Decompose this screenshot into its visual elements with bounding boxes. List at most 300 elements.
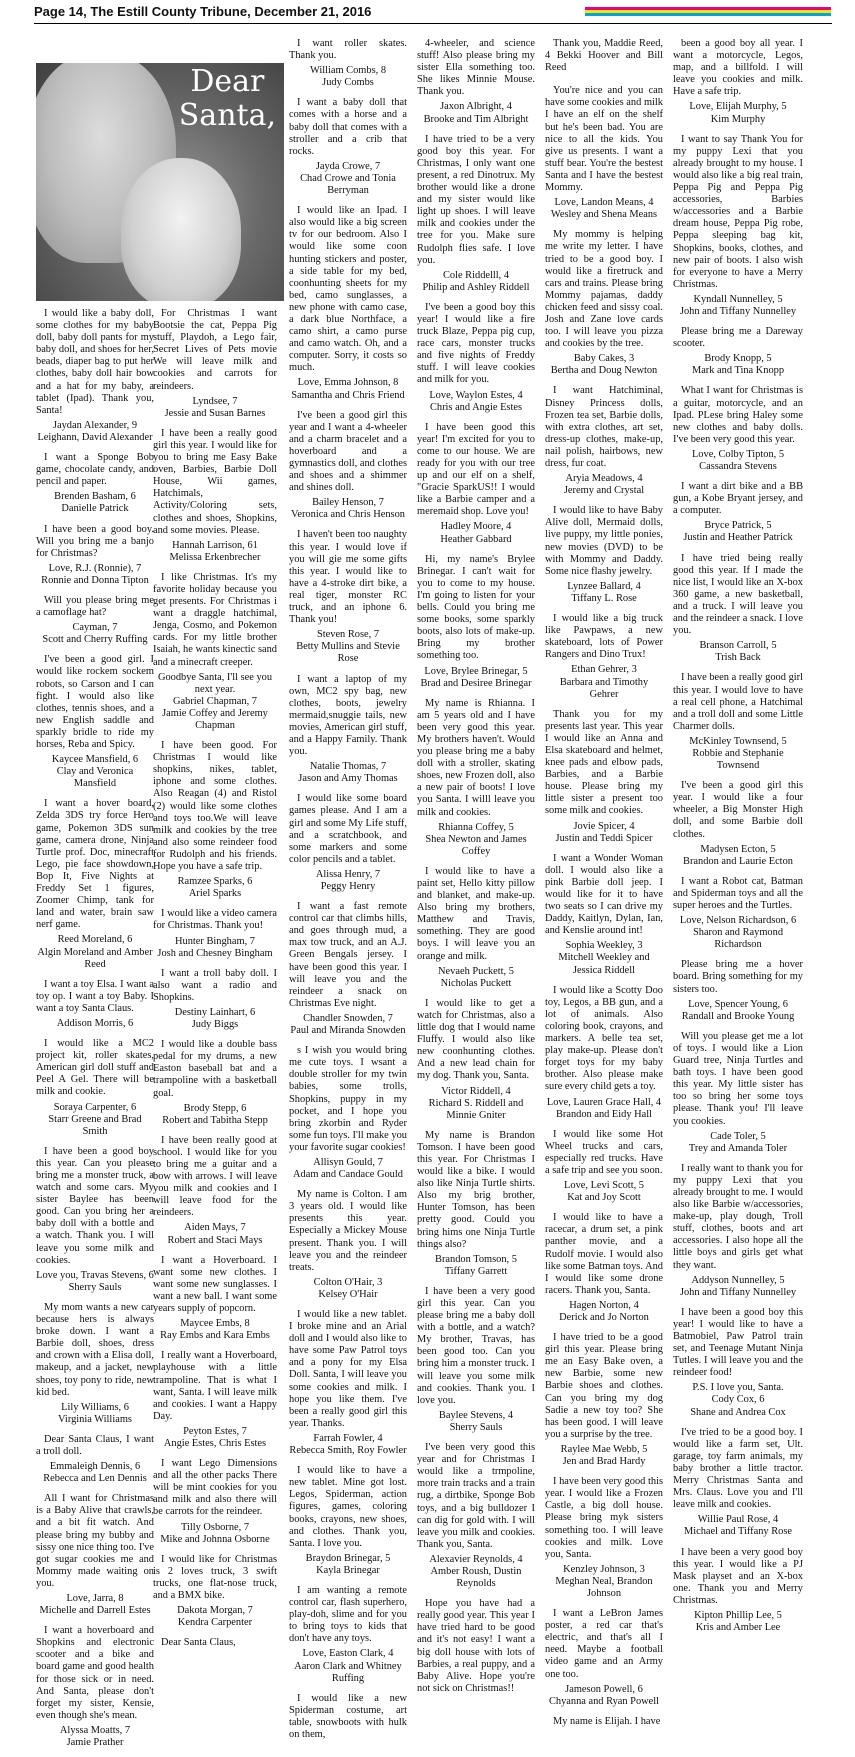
- letter-spacer: [417, 126, 535, 134]
- letter-signature: Brad and Desiree Brinegar: [420, 677, 532, 689]
- letter-spacer: [673, 126, 803, 134]
- letter-signature: Victor Riddell, 4: [441, 1085, 511, 1097]
- letter-body: I've tried to be a good boy. I would like a farm set, Ult. garage, toy farm animals, my baby brother a little tractor. Merry Christmas Santa and Mrs. Claus. Love you and I'll leave milk and cookies.: [673, 1426, 803, 1511]
- letter-signature: Ray Embs and Kara Embs: [160, 1330, 270, 1342]
- photo-title: [179, 65, 276, 133]
- letter-signature: Branson Carroll, 5: [699, 640, 777, 652]
- letter-signature: Kyndall Nunnelley, 5: [693, 293, 783, 305]
- letter-body: I am wanting a remote control car, flash superhero, play-doh, slime and for you to bring toys to kids that don't have any toys.: [289, 1584, 407, 1645]
- letter-body: I want a baby doll that comes with a horse and a baby doll that comes with a stroller and a crib that rocks.: [289, 97, 407, 157]
- letter-signature: Willie Paul Rose, 4: [697, 1514, 779, 1526]
- letter-spacer: [289, 666, 407, 674]
- letter-spacer: [545, 845, 663, 853]
- letter-spacer: [417, 546, 535, 554]
- letters-column-4: [417, 38, 535, 1706]
- letter-signature: Jaxon Albright, 4: [440, 101, 512, 113]
- letter-body: I would like a Scotty Doo toy, Legos, a BB gun, and a lot of animals. Also coloring book, crayons, and markers. A belle tea set, play make-up. Please don't forget toys for my baby brother. Also please make sure every child gets a toy.: [545, 984, 663, 1093]
- letter-signature: Justin and Teddi Spicer: [555, 832, 653, 844]
- letter-body: I want a Hoverboard. I want some new clothes. I want some new sunglasses. I want a new ball. I want some years supply of popcorn.: [153, 1254, 277, 1315]
- letter-signature: Ramzee Sparks, 6: [177, 876, 253, 888]
- letter-spacer: [545, 605, 663, 613]
- letter-spacer: [545, 977, 663, 985]
- letter-signature: Angie Estes, Chris Estes: [163, 1437, 267, 1449]
- letter-body: I would like a baby doll, some clothes for my baby doll, baby doll pants for my baby doll, and shoes for her, beads, diaper bag to put her clothes, baby doll hair bow and a hat for my baby, a tablet (Ipad). Thank you, Santa!: [36, 308, 154, 416]
- letter-signature: William Combs, 8: [309, 65, 387, 77]
- letter-signature: Bertha and Doug Newton: [550, 365, 658, 377]
- letter-signature: Brenden Basham, 6: [54, 491, 136, 503]
- letter-signature: Alyssa Moatts, 7: [59, 1724, 131, 1736]
- letter-signature: Shane and Andrea Cox: [690, 1406, 786, 1418]
- letter-signature: Baylee Stevens, 4: [438, 1409, 514, 1421]
- letter-body: I want a toy Elsa. I want a toy op. I want a toy Baby. I want a toy Santa Claus.: [36, 978, 154, 1014]
- letter-body: What I want for Christmas is a guitar, motorcycle, and an Ipad. PLese bring Haley some new clothes and baby dolls. I've been very good this year.: [673, 385, 803, 445]
- letter-spacer: [545, 1324, 663, 1332]
- letter-spacer: [673, 951, 803, 959]
- letter-body: Will you please get me a lot of toys. I would like a Lion Guard tree, Ninja Turtles and bath toys. I have been good this year. My little sister has too so bring her some toys please. Thank you! I'll leave you cookies.: [673, 1030, 803, 1127]
- letter-signature: Natalie Thomas, 7: [309, 761, 387, 773]
- letter-signature: Bailey Henson, 7: [312, 497, 384, 509]
- letter-body: My name is Colton. I am 3 years old. I would like presents this year. Especially a Mickey Mouse present. Thank you. I will leave you and the reindeer treats.: [289, 1189, 407, 1273]
- letter-body: I want a troll baby doll. I also want a radio and Shopkins.: [153, 967, 277, 1003]
- letter-spacer: [289, 785, 407, 793]
- letter-body: I have been a really good girl this year. I would like for you to bring me Easy Bake oven, Barbies, Barbie Doll House, Wii games, Hatchimals, Activity/Coloring sets, clothes and shoes, Shopkins, and some movies. Please.: [153, 427, 277, 536]
- letter-signature: Love, Colby Tipton, 5: [691, 448, 785, 460]
- letter-spacer: [36, 646, 154, 654]
- letter-signature: Sharon and Raymond Richardson: [692, 927, 784, 951]
- letter-signature: Love, Elijah Murphy, 5: [689, 101, 787, 113]
- letter-signature: Hadley Moore, 4: [440, 521, 512, 533]
- letter-signature: Maycee Embs, 8: [180, 1318, 250, 1330]
- letter-signature: Amber Roush, Dustin Reynolds: [430, 1565, 522, 1590]
- letter-signature: John and Tiffany Nunnelley: [679, 305, 797, 317]
- letter-body: I would like to get a watch for Christmas, also a little dog that I would name Fluffy. I would also like new coonhunting clothes. And a new lead chain for my dog. Thank you, Santa.: [417, 997, 535, 1082]
- letter-spacer: [545, 377, 663, 385]
- letter-body: I want a Sponge Bob game, chocolate candy, and pencil and paper.: [36, 452, 154, 488]
- color-bar-cyan: [585, 13, 831, 16]
- letter-body: I want a dirt bike and a BB gun, a Kobe Bryant jersey, and a computer.: [673, 481, 803, 517]
- letter-signature: Cayman, 7: [72, 622, 118, 634]
- letter-spacer: [153, 1127, 277, 1135]
- letter-body: I have tried being really good this year. If I made the nice list, I would like an X-box 360 game, a new basketball, and a truck. I will leave you and the reindeer a snack. I love you.: [673, 552, 803, 637]
- letter-signature: Rebecca Smith, Roy Fowler: [289, 1445, 407, 1457]
- letter-body: I have tried to be a good girl this year. Please bring me an Easy Bake oven, a new Barbie, some new Barbie shoes and clothes. Can you bring my dog Sadie a new toy too? She has been good. I will leave you a surprise by the tree.: [545, 1332, 663, 1440]
- letter-signature: Jason and Amy Thomas: [298, 773, 398, 785]
- letter-spacer: [153, 1546, 277, 1554]
- letter-signature: Brody Knopp, 5: [704, 353, 772, 365]
- letter-signature: Jamie Prather: [66, 1737, 124, 1749]
- letter-signature: Danielle Patrick: [61, 503, 129, 515]
- letter-signature: Love, Brylee Brinegar, 5: [424, 665, 528, 677]
- letter-spacer: [417, 1698, 535, 1706]
- letter-signature: Jeremy and Crystal: [563, 485, 645, 497]
- letter-spacer: [36, 971, 154, 979]
- letter-signature: Aaron Clark and Whitney Ruffing: [294, 1660, 402, 1684]
- letter-signature: Goodbye Santa, I'll see you next year.: [157, 671, 273, 695]
- letter-signature: Aryia Meadows, 4: [565, 473, 643, 485]
- letter-signature: Lily Williams, 6: [61, 1401, 129, 1413]
- letter-spacer: [545, 1600, 663, 1608]
- letter-body: Dear Santa Claus, I want a troll doll.: [36, 1433, 154, 1457]
- letter-signature: Dakota Morgan, 7: [177, 1605, 253, 1617]
- letter-spacer: [417, 1590, 535, 1598]
- letter-signature: Hunter Bingham, 7: [175, 935, 255, 947]
- letter-body: I want a Robot cat, Batman and Spiderman toys and all the super heroes and the Turtles.: [673, 875, 803, 911]
- child-figure: [121, 158, 241, 301]
- letters-column-3: [289, 38, 407, 1752]
- letter-signature: Tiffany Garrett: [444, 1265, 508, 1277]
- letter-signature: Kaycee Mansfield, 6: [51, 754, 139, 766]
- letter-signature: Sherry Sauls: [68, 1281, 122, 1293]
- letter-signature: Love, Levi Scott, 5: [564, 1180, 644, 1192]
- letter-spacer: [545, 77, 663, 85]
- letter-body: I have been good. For Christmas I would like shopkins, nikes, tablet, iphone and some clothes. Also Reagan (4) and Ristol (2) would like some clothes and toys too.We will leave milk and cookies by the tree and also some reindeer food for Rudolph and his friends. Hope you have a safe trip.: [153, 740, 277, 873]
- letter-body: Thank you for my presents last year. This year I would like an Anna and Elsa skateboard and helmet, knee pads and elbow pads, Barbies, and a Barbie house. Please bring my little sister a present too some milk and cookies.: [545, 708, 663, 817]
- letter-signature: Reed Moreland, 6: [57, 934, 133, 946]
- letter-signature: Kayla Brinegar: [316, 1564, 380, 1576]
- header-rule: [34, 23, 832, 24]
- letter-signature: Jen and Brad Hardy: [562, 1456, 646, 1468]
- letter-signature: Brody Stepp, 6: [183, 1102, 247, 1114]
- letter-signature: Kris and Amber Lee: [695, 1622, 781, 1634]
- letter-spacer: [289, 1037, 407, 1045]
- letter-signature: Peggy Henry: [320, 881, 376, 892]
- letter-signature: Robert and Staci Mays: [167, 1234, 263, 1246]
- letter-signature: Leighann, David Alexander: [37, 431, 153, 443]
- letter-signature: Jovie Spicer, 4: [573, 820, 635, 832]
- letter-signature: McKinley Townsend, 5: [689, 735, 787, 747]
- photo-title-line1: Dear: [190, 64, 265, 99]
- letter-signature: Addyson Nunnelley, 5: [691, 1274, 785, 1286]
- letter-signature: Jamie Coffey and Jeremy Chapman: [162, 707, 268, 731]
- letter-signature: Lyndsee, 7: [192, 395, 238, 407]
- letter-body: I have been very good this year. I would like a Frozen Castle, a big doll house. Please bring myk sisters something too. I will leave cookies and milk. Love you, Santa.: [545, 1476, 663, 1560]
- letter-body: I would like a big truck like Pawpaws, a new skateboard, lots of Power Rangers and Dino Trux!: [545, 613, 663, 661]
- letter-spacer: [417, 858, 535, 866]
- letter-signature: Robbie and Stephanie Townsend: [692, 747, 784, 772]
- letter-signature: Derick and Jo Norton: [559, 1312, 649, 1323]
- letter-body: I want Lego Dimensions and all the other packs There will be mint cookies for you and milk and also there will be carrots for the reindeer.: [153, 1458, 277, 1518]
- letter-signature: Love, Jarra, 8: [66, 1593, 124, 1604]
- letter-signature: Barbara and Timothy Gehrer: [559, 676, 649, 700]
- letter-signature: Allisyn Gould, 7: [313, 1156, 383, 1168]
- letters-column-5: [545, 38, 663, 1739]
- letter-body: I want a Wonder Woman doll. I would also like a pink Barbie doll jeep. I would like for it to have two seats so I can drive my Daddy, Kaitlyn, Dylan, Ian, and Kenslie around int!: [545, 852, 663, 937]
- letter-body: Will you please bring me a camoflage hat?: [36, 594, 154, 619]
- letter-body: I want a hover board, Zelda 3DS try force Hero game, Pokemon 3DS sun game, camera drone, Ninja Turtle prof. Doc, minecraft Lego, pie face showdown, Bop It, Five Nights at Freddy Set 1 figures, Zoomer Chimp, tank for land and water, brain saw nerf game.: [36, 798, 154, 931]
- letter-signature: Emmaleigh Dennis, 6: [49, 1461, 141, 1473]
- letters-column-2: [153, 308, 277, 1660]
- letter-body: You're nice and you can have some cookies and milk I have an elf on the shelf but he's been bad. You are nice to all the kids. You give us presents. I want a stuff bear. You're the bestest Santa and I have the bestest Mommy.: [545, 85, 663, 194]
- letter-signature: Jayda Crowe, 7: [315, 160, 381, 172]
- letter-signature: Philip and Ashley Riddell: [422, 281, 530, 293]
- letter-signature: Rhianna Coffey, 5: [438, 821, 514, 833]
- letter-body: I would like a video camera for Christmas. Thank you!: [153, 908, 277, 932]
- letter-signature: Sherry Sauls: [449, 1421, 503, 1433]
- letter-signature: Lynzee Ballard, 4: [567, 580, 641, 592]
- letter-signature: Kat and Joy Scott: [567, 1192, 641, 1204]
- letter-signature: Adam and Candace Gould: [293, 1169, 403, 1181]
- letter-signature: Algin Moreland and Amber Reed: [37, 946, 153, 970]
- letter-signature: Hagen Norton, 4: [569, 1299, 639, 1311]
- letter-body: I really want to thank you for my puppy Lexi that you already brought to me. I would also like Barbie w/accessories, make-up, play dough, Troll stuff, clothes, boots and art accessories. I also hope all the little boys and girls get what they want.: [673, 1162, 803, 1271]
- letter-spacer: [36, 587, 154, 595]
- letter-spacer: [545, 701, 663, 709]
- letter-signature: Alexavier Reynolds, 4: [429, 1553, 523, 1565]
- letter-spacer: [417, 414, 535, 422]
- letter-spacer: [36, 1138, 154, 1146]
- letter-signature: Trey and Amanda Toler: [688, 1142, 788, 1154]
- letter-signature: Virginia Williams: [58, 1413, 132, 1425]
- letter-body: Please bring me a Dareway scooter.: [673, 326, 803, 350]
- letter-body: been a good boy all year. I want a motorcycle, Legos, map, and a billfold. I will leave you cookies and milk. Have a safe trip.: [673, 38, 803, 98]
- letter-spacer: [673, 868, 803, 876]
- letter-signature: Love, Easton Clark, 4: [302, 1648, 394, 1660]
- letter-signature: Chyanna and Ryan Powell: [548, 1695, 660, 1707]
- letter-spacer: [673, 1634, 803, 1642]
- letter-body: I like Christmas. It's my favorite holiday because you get presents. For Christmas i want a draggle hatchimal, Jenga, Cosmo, and Pokemon cards. For my little brother Isaiah, he wants kinectic sand and a minecraft creeper.: [153, 571, 277, 668]
- letter-signature: Baby Cakes, 3: [573, 353, 635, 365]
- letter-signature: John and Tiffany Nunnelley: [679, 1286, 797, 1298]
- letter-body: I've been a good girl this year. I would like a four wheeler, a Big Monster High doll, and some Barbie doll clothes.: [673, 780, 803, 840]
- letter-signature: Love, Spencer Young, 6: [688, 998, 788, 1010]
- letter-signature: Mitchell Weekley and Jessica Riddell: [558, 952, 650, 976]
- letter-spacer: [36, 1749, 154, 1757]
- letter-signature: Judy Biggs: [191, 1019, 239, 1031]
- letter-spacer: [153, 1031, 277, 1039]
- letter-signature: Ronnie and Donna Tipton: [41, 574, 149, 586]
- letter-spacer: [673, 1023, 803, 1031]
- letter-body: I would like to have a new tablet. Mine got lost. Legos, Spiderman, action figures, games, coloring books, crayons, new shoes, and clothes. Thank you, Santa. I love you.: [289, 1465, 407, 1549]
- letter-spacer: [36, 1617, 154, 1625]
- letter-spacer: [153, 564, 277, 572]
- letter-signature: Cade Toler, 5: [710, 1130, 766, 1142]
- letter-spacer: [289, 89, 407, 97]
- letter-signature: Betty Mullins and Stevie Rose: [296, 641, 400, 665]
- letter-spacer: [289, 1685, 407, 1693]
- letter-signature: Aiden Mays, 7: [184, 1222, 246, 1234]
- letter-signature: Love, Lauren Grace Hall, 4: [546, 1096, 662, 1108]
- letter-signature: Raylee Mae Webb, 5: [560, 1443, 648, 1455]
- letter-spacer: [153, 732, 277, 740]
- letter-signature: Jameson Powell, 6: [565, 1683, 643, 1695]
- letter-signature: Scott and Cherry Ruffing: [42, 634, 148, 646]
- letter-body: I want a fast remote control car that climbs hills, and goes through mud, a max tow truck, and an A.J. Green Bengals jersey. I have been good this year. I will leave you and the reindeer a snack on Christmas Eve night.: [289, 901, 407, 1009]
- letter-body: I have been a good boy this year! I would like to have a Batmobiel, Paw Patrol train set, and Teenage Mutant Ninja Tutles. I will leave you and the reindeer food!: [673, 1306, 803, 1379]
- letter-spacer: [545, 1121, 663, 1129]
- letter-body: I would like to have a racecar, a drum set, a pink panther movie, and a Rudolf movie. I would also like some Batman toys. And I would like some drone racers. Thank you, Santa.: [545, 1212, 663, 1296]
- letter-signature: Love, Waylon Estes, 4: [429, 389, 523, 401]
- letter-spacer: [545, 221, 663, 229]
- letter-body: I would like a new tablet. I broke mine and an Arial doll and I would also like to have some Paw Patrol toys and a pony for my Elsa Doll. Santa, I will leave you some cookies and milk. I hope you like them. I've been a really good girl this year. Thanks.: [289, 1309, 407, 1429]
- letter-body: I have tried to be a very good boy this year. For Christmas, I only want one present, a red Dinotrux. My brother would like a drone and my sister would like light up shoes. I will leave milk and cookies under the tree for you. Make sure Rudolph flies safe. I love you.: [417, 133, 535, 266]
- letter-spacer: [673, 1539, 803, 1547]
- letter-body: My name is Rhianna. I am 5 years old and I have been very good this year. My brothers haven't. Would you please bring me a baby doll with a stroller, skating shoes, new Frozen doll, also a new pair of boots! I love you Santa. I willl leave you milk and cookies.: [417, 697, 535, 818]
- letter-body: I have been good this year! I'm excited for you to come to our house. We are ready for you with our tree up and our elf on a shelf, "Gracie SparkUS!! I would like a Barbie camper and a meremaid shop. Love you!: [417, 421, 535, 518]
- santa-photo: [36, 63, 284, 301]
- letter-spacer: [417, 294, 535, 302]
- letter-body: I've been a good girl this year and I want a 4-wheeler and a charm bracelet and a hoverboard and a gymnastics doll, and clothes and shoes and a shimmer and shines doll.: [289, 409, 407, 494]
- letter-signature: Alissa Henry, 7: [315, 868, 381, 880]
- letter-spacer: [289, 1301, 407, 1309]
- letter-signature: Chris and Angie Estes: [429, 401, 523, 413]
- letter-body: My mom wants a new car because hers is always broke down. I want a Barbie doll, shoes, dress and crown with a Elisa doll, makeup, and a jacket, new shoes, toy pony to ride, new kid bed.: [36, 1301, 154, 1398]
- letter-body: I really want a Hoverboard, playhouse with a little trampoline. That is what I want, Santa. I will leave milk and cookies. I want a Happy Day.: [153, 1350, 277, 1422]
- letter-signature: Paul and Miranda Snowden: [290, 1025, 406, 1037]
- letter-signature: Kendra Carpenter: [177, 1617, 253, 1629]
- letter-spacer: [673, 664, 803, 672]
- letter-spacer: [545, 1468, 663, 1476]
- letter-body: I would like to have Baby Alive doll, Mermaid dolls, live puppy, my little ponies, new movies (DVD) to be with Mommy and Daddy. Some nice flashy jewelry.: [545, 505, 663, 577]
- letter-spacer: [545, 1204, 663, 1212]
- letter-signature: Destiny Lainhart, 6: [174, 1006, 256, 1018]
- letter-body: I have been a very good boy this year. I would like a PJ Mask playset and an X-box one. Thank you and Merry Christmas.: [673, 1546, 803, 1606]
- letter-signature: Richard S. Riddell and Minnie Gniter: [428, 1097, 524, 1121]
- letter-spacer: [289, 1457, 407, 1465]
- letter-spacer: [417, 990, 535, 998]
- letter-body: All I want for Christmas is a Baby Alive that crawls, and a bit fit watch. And please bring my bubby and sissy one nice thing too. I've got sugar cookies me and Mommy made waiting on you.: [36, 1493, 154, 1589]
- letter-spacer: [36, 516, 154, 524]
- letter-signature: Kelsey O'Hair: [318, 1288, 378, 1300]
- letter-signature: Tilly Osborne, 7: [180, 1521, 250, 1533]
- letter-body: I've been very good this year and for Christmas I would like a trmpoline, more train tracks and a train rug, a dirtbike, Sponge Bob toys, and a big bulldozer I can dig for gold with. I will leave you milk and cookies. Thank you, Santa.: [417, 1442, 535, 1550]
- letter-signature: Shea Newton and James Coffey: [425, 833, 527, 857]
- letter-signature: Tiffany L. Rose: [571, 592, 637, 604]
- letter-signature: Brandon and Laurie Ecton: [683, 855, 793, 867]
- letter-body: My mommy is helping me write my letter. I have tried to be a good boy. I would like a firetruck and cars and trains. Please bring Mommy pajamas, daddy chicken feed and sissy coal. Josh and Zane love cards too. I will leave you pizza and cookies by the tree.: [545, 229, 663, 350]
- letter-signature: Jessie and Susan Barnes: [164, 407, 266, 419]
- letter-body: I haven't been too naughty this year. I would love if you will gie me some gifts this year. I would like to have a 4-stroke dirt bike, a real tiger, monster RC truck, and an iphone 6. Thank you!: [289, 529, 407, 626]
- photo-title-line2: Santa,: [178, 98, 276, 133]
- letter-spacer: [673, 1155, 803, 1163]
- letter-body: I would like some board games please. And I am a girl and some My Life stuff, and a scratchbook, and some markers and some color pencils and a tablet.: [289, 793, 407, 865]
- letter-spacer: [289, 402, 407, 410]
- letter-signature: Meghan Neal, Brandon Johnson: [555, 1575, 653, 1599]
- letter-signature: Soraya Carpenter, 6: [53, 1101, 137, 1113]
- letter-body: Thank you, Maddie Reed, 4 Bekki Hoover and Bill Reed: [545, 38, 663, 74]
- letter-body: I have been a good boy this year. Can you please bring me a monster truck, a watch and some cars. My sister Baylee has been good. Can you bring her a baby doll with a bottle and a watch. Thank you. I will leave you some milk and cookies.: [36, 1145, 154, 1266]
- letter-body: I want a LeBron James poster, a red car that's electric, and that's all I need. Maybe a football video game and an Army one too.: [545, 1608, 663, 1680]
- letter-signature: Josh and Chesney Bingham: [157, 947, 273, 959]
- letter-body: I would like some Hot Wheel trucks and cars, especially red trucks. Have a safe trip and see you soon.: [545, 1128, 663, 1176]
- letter-signature: Wesley and Shena Means: [550, 209, 658, 221]
- letter-signature: Peyton Estes, 7: [183, 1425, 247, 1437]
- letter-signature: Love, Emma Johnson, 8: [297, 377, 399, 389]
- letter-signature: Robert and Tabitha Stepp: [162, 1114, 268, 1126]
- letter-spacer: [153, 960, 277, 968]
- letter-spacer: [417, 690, 535, 698]
- letter-signature: Brooke and Tim Albright: [423, 113, 529, 125]
- letter-signature: Braydon Brinegar, 5: [305, 1552, 391, 1564]
- letter-spacer: [289, 1181, 407, 1189]
- letter-signature: Cody Cox, 6: [711, 1394, 765, 1406]
- letter-spacer: [673, 1299, 803, 1307]
- letter-body: I want a hoverboard and Shopkins and electronic scooter and a bike and board game and good health for those sick or in need. And Santa, please don't forget my sister, Kensie, even though she's mean.: [36, 1625, 154, 1721]
- letter-signature: Mike and Johnna Osborne: [160, 1533, 270, 1545]
- letter-spacer: [36, 790, 154, 798]
- letter-signature: Chandler Snowden, 7: [303, 1012, 393, 1024]
- letter-body: My name is Elijah. I have: [553, 1715, 661, 1727]
- letter-signature: Ariel Sparks: [188, 888, 242, 900]
- letter-spacer: [36, 1485, 154, 1493]
- letter-spacer: [153, 1247, 277, 1255]
- letter-spacer: [153, 420, 277, 428]
- letter-signature: Clay and Veronica Mansfield: [56, 766, 134, 790]
- letter-spacer: [417, 1434, 535, 1442]
- letter-body: I would like an Ipad. I also would like a big screen tv for our bedroom. Also I would like some coon hunting stickers and poster, a side table for my bed, coonhunting sheets for my bed, camo sunglasses, a new phone with camo case, a dark blue Northface, a camo shirt, a camo purse and camo watch. Oh, and a computer. Sorry, it costs so much.: [289, 205, 407, 374]
- letter-signature: Steven Rose, 7: [316, 629, 380, 641]
- letter-spacer: [153, 1629, 277, 1637]
- letter-body: I have been a good boy. Will you bring me a banjo for Christmas?: [36, 523, 154, 559]
- letter-signature: Colton O'Hair, 3: [313, 1276, 383, 1288]
- letter-signature: Rebecca and Len Dennis: [43, 1473, 147, 1485]
- letter-signature: Brandon and Eidy Hall: [555, 1108, 653, 1120]
- letters-column-1: [36, 308, 154, 1757]
- letter-signature: Randall and Brooke Young: [681, 1010, 795, 1022]
- letter-body: I want roller skates. Thank you.: [289, 38, 407, 62]
- letter-signature: Bryce Patrick, 5: [704, 520, 772, 532]
- letter-signature: Michael and Tiffany Rose: [683, 1526, 793, 1538]
- letter-body: I've been a good girl. I would like rockem sockem robots, so Carson and I can fight. I would also like clothes, tennis shoes, and a new English saddle and sparkly bridle to ride my horses, Reba and Spicy.: [36, 654, 154, 750]
- letter-body: I have been a really good girl this year. I would love to have a real cell phone, a Hatchimal and a troll doll and some Little Charmer dolls.: [673, 672, 803, 732]
- letter-signature: Sophia Weekley, 3: [565, 940, 643, 952]
- letter-body: For Christmas I want Bootsie the cat, Peppa Pig stuff, Playdoh, a Lego fair, Secret Lives of Pets movie We will leave milk and cookies and carrots for reindeers.: [153, 308, 277, 392]
- letter-body: 4-wheeler, and science stuff! Also please bring my sister Ella something too. She likes Minnie Mouse. Thank you.: [417, 38, 535, 98]
- letter-signature: Heather Gabbard: [440, 533, 512, 545]
- letter-signature: Kenzley Johnson, 3: [563, 1563, 645, 1575]
- letter-spacer: [673, 473, 803, 481]
- letter-spacer: [673, 377, 803, 385]
- letter-signature: Love, R.J. (Ronnie), 7: [48, 562, 142, 574]
- letters-column-6: [673, 38, 803, 1642]
- letter-body: I would like a new Spiderman costume, art table, snowboots with hulk on them,: [289, 1692, 407, 1740]
- letter-spacer: [417, 1122, 535, 1130]
- letter-spacer: [36, 1426, 154, 1434]
- letter-signature: Addison Morris, 6: [56, 1017, 134, 1029]
- letter-body: Hope you have had a really good year. This year I have tried hard to be good and it's not easy! I want a big doll house with lots of Barbies, a real puppy, and a Baby Alive. Hope you're not sick on Christmas!!: [417, 1598, 535, 1694]
- letter-signature: Trish Back: [715, 652, 761, 664]
- letter-spacer: [153, 1342, 277, 1350]
- letter-signature: Nevaeh Puckett, 5: [438, 965, 514, 977]
- letter-body: I have been really good at school. I would like for you to bring me a guitar and a bow with arrows. I will leave you milk and cookies and I will leave food for the reindeers.: [153, 1134, 277, 1219]
- letter-body: I would like for Christmas is 2 loves truck, 3 swift trucks, one flat-nose truck, and a BMX bike.: [153, 1553, 277, 1601]
- letter-body: Hi, my name's Brylee Brinegar. I can't wait for you to come to my house. I'm going to listen for your bells. Could you bring me some books, some sparkly boots, also lots of make-up. Bring my brother something too.: [417, 553, 535, 662]
- letter-signature: Brandon Tomson, 5: [435, 1253, 517, 1265]
- letter-body: Please bring me a hover board. Bring something for my sisters too.: [673, 959, 803, 995]
- letter-signature: Hannah Larrison, 61: [172, 539, 258, 551]
- letter-signature: Farrah Fowler, 4: [313, 1432, 383, 1444]
- letter-spacer: [36, 444, 154, 452]
- letter-signature: Justin and Heather Patrick: [683, 532, 793, 544]
- letter-spacer: [417, 1278, 535, 1286]
- letter-signature: P.S. I love you, Santa.: [692, 1382, 784, 1394]
- letter-signature: Love, Landon Means, 4: [554, 197, 654, 209]
- letter-spacer: [673, 772, 803, 780]
- letter-signature: Nicholas Puckett: [440, 977, 512, 989]
- letter-spacer: [289, 893, 407, 901]
- letter-signature: Madysen Ecton, 5: [700, 843, 776, 855]
- letter-signature: Love, Nelson Richardson, 6: [679, 915, 797, 927]
- letter-signature: Michelle and Darrell Estes: [39, 1605, 151, 1617]
- letter-signature: Gabriel Chapman, 7: [173, 695, 257, 707]
- letter-signature: Kim Murphy: [710, 113, 766, 125]
- letter-spacer: [289, 1744, 407, 1752]
- letter-spacer: [36, 1294, 154, 1302]
- letter-spacer: [153, 900, 277, 908]
- letter-signature: Mark and Tina Knopp: [691, 365, 785, 377]
- letter-signature: Cole Riddelll, 4: [442, 269, 510, 281]
- letter-signature: Veronica and Chris Henson: [291, 509, 405, 521]
- letter-body: I would like to have a paint set, Hello kitty pillow and blanket, and make-up. Also bring my brothers, Matthew and Travis, something. They are good boys. I will leave you an orange and milk.: [417, 865, 535, 962]
